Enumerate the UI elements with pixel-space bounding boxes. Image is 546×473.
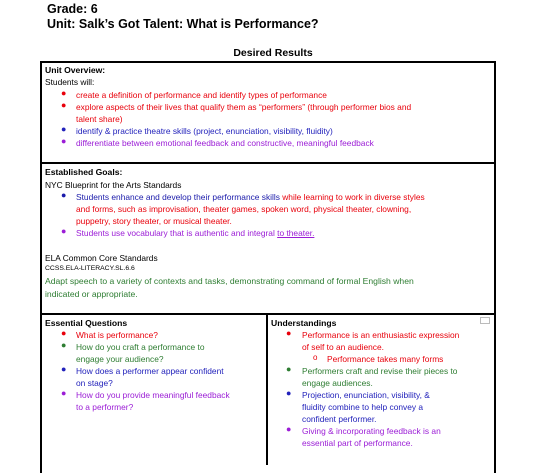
sub-bullet: o bbox=[313, 353, 318, 362]
overview-item-2-cont: talent share) bbox=[76, 114, 123, 124]
overview-item-3: identify & practice theatre skills (project, enunciation, visibility, fluidity) bbox=[76, 126, 333, 136]
understandings-title: Understandings bbox=[271, 318, 337, 328]
unit-overview-title: Unit Overview: bbox=[45, 65, 106, 75]
bullet: ● bbox=[61, 190, 67, 200]
question-1: What is performance? bbox=[76, 330, 158, 340]
question-3-line-2: on stage? bbox=[76, 378, 113, 388]
question-4-line-2: to a performer? bbox=[76, 402, 134, 412]
students-will-label: Students will: bbox=[45, 77, 95, 87]
established-goals-section bbox=[42, 164, 494, 315]
overview-item-4: differentiate between emotional feedback and constructive, meaningful feedback bbox=[76, 138, 374, 148]
bullet: ● bbox=[61, 388, 67, 398]
bullet: ● bbox=[61, 136, 67, 146]
unit-overview-section bbox=[42, 63, 494, 164]
understanding-3-line-3: confident performer. bbox=[302, 414, 377, 424]
question-3-line-1: How does a performer appear confident bbox=[76, 366, 224, 376]
unit-title: Unit: Salk’s Got Talent: What is Performance? bbox=[47, 17, 319, 31]
bullet: ● bbox=[286, 328, 292, 338]
understanding-2-line-2: engage audiences. bbox=[302, 378, 373, 388]
bullet: ● bbox=[61, 88, 67, 98]
understanding-2-line-1: Performers craft and revise their pieces to bbox=[302, 366, 458, 376]
bullet: ● bbox=[286, 388, 292, 398]
bullet: ● bbox=[61, 328, 67, 338]
goal-2: Students use vocabulary that is authentic and integral to theater. bbox=[76, 228, 315, 238]
questions-understandings-section bbox=[42, 315, 494, 463]
column-divider bbox=[266, 315, 268, 465]
grade-label: Grade: 6 bbox=[47, 2, 98, 16]
bullet: ● bbox=[61, 340, 67, 350]
desired-results-heading: Desired Results bbox=[233, 47, 313, 59]
question-2-line-1: How do you craft a performance to bbox=[76, 342, 205, 352]
bullet: ● bbox=[286, 424, 292, 434]
ela-line-1: Adapt speech to a variety of contexts and tasks, demonstrating command of formal English when bbox=[45, 276, 414, 286]
theater-link[interactable]: to theater. bbox=[277, 228, 315, 238]
goal-1-line-1: Students enhance and develop their performance skills while learning to work in diverse styles bbox=[76, 192, 425, 202]
goal-1-line-2: and forms, such as improvisation, theater games, spoken word, physical theater, clowning, bbox=[76, 204, 412, 214]
established-goals-title: Established Goals: bbox=[45, 167, 123, 177]
goal-1-line-3: puppetry, story theater, or musical theater. bbox=[76, 216, 232, 226]
overview-item-1: create a definition of performance and identify types of performance bbox=[76, 90, 327, 100]
question-4-line-1: How do you provide meaningful feedback bbox=[76, 390, 230, 400]
ela-code: CCSS.ELA-LITERACY.SL.6.6 bbox=[45, 265, 135, 272]
bullet: ● bbox=[61, 364, 67, 374]
ela-title: ELA Common Core Standards bbox=[45, 253, 158, 263]
understanding-4-line-1: Giving & incorporating feedback is an bbox=[302, 426, 441, 436]
understanding-4-line-2: essential part of performance. bbox=[302, 438, 413, 448]
understanding-1-line-1: Performance is an enthusiastic expression bbox=[302, 330, 460, 340]
bullet: ● bbox=[61, 226, 67, 236]
planning-table bbox=[40, 61, 496, 473]
bullet: ● bbox=[286, 364, 292, 374]
question-2-line-2: engage your audience? bbox=[76, 354, 164, 364]
collapse-icon[interactable] bbox=[480, 317, 490, 324]
understanding-3-line-1: Projection, enunciation, visibility, & bbox=[302, 390, 430, 400]
essential-questions-title: Essential Questions bbox=[45, 318, 128, 328]
bullet: ● bbox=[61, 124, 67, 134]
understanding-1-line-2: of self to an audience. bbox=[302, 342, 384, 352]
bullet: ● bbox=[61, 100, 67, 110]
understanding-1-sub: Performance takes many forms bbox=[327, 354, 444, 364]
blueprint-subtitle: NYC Blueprint for the Arts Standards bbox=[45, 180, 182, 190]
ela-line-2: indicated or appropriate. bbox=[45, 289, 138, 299]
understanding-3-line-2: fluidity combine to help convey a bbox=[302, 402, 424, 412]
overview-item-2: explore aspects of their lives that qualify them as “performers” (through performer bios and bbox=[76, 102, 412, 112]
